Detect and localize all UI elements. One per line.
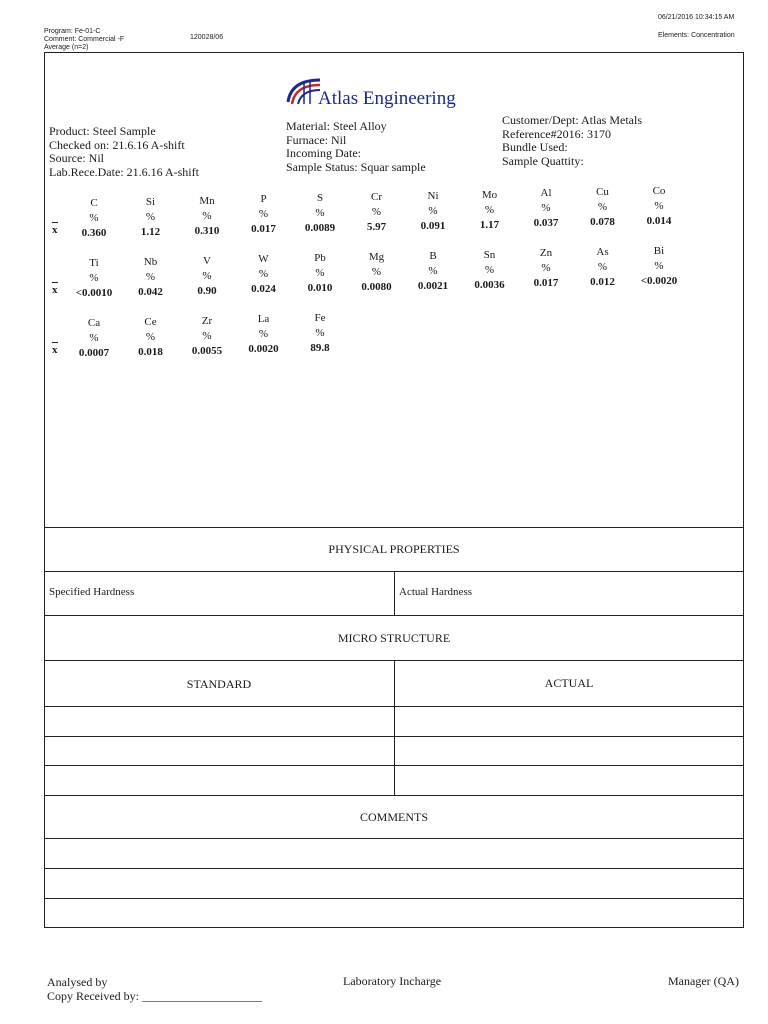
- element-unit: %: [541, 202, 551, 215]
- standard-heading: STANDARD: [186, 677, 252, 691]
- element-unit: %: [89, 212, 99, 224]
- element-symbol: Cu: [596, 186, 609, 199]
- info-mid: [286, 120, 426, 174]
- element-unit: %: [315, 327, 325, 340]
- element-unit: %: [428, 264, 438, 277]
- quantity-label: Sample Quattity:: [502, 153, 584, 168]
- element-symbol: Ti: [89, 257, 99, 269]
- element-symbol: Nb: [143, 255, 158, 268]
- mean-x-text: x: [52, 224, 58, 236]
- customer-label: Customer/Dept: Atlas Metals: [502, 113, 642, 127]
- manager-label: Manager (QA): [668, 974, 739, 988]
- element-unit: %: [428, 204, 438, 217]
- element-symbol: As: [596, 246, 609, 259]
- divider: [44, 795, 744, 796]
- overline: [52, 282, 58, 283]
- element-cell: [522, 186, 570, 231]
- element-unit: %: [258, 268, 269, 281]
- element-cell: [240, 252, 288, 297]
- element-value: 0.014: [646, 215, 672, 227]
- overline: [52, 222, 58, 223]
- element-value: 0.0055: [191, 344, 223, 357]
- element-value: 0.018: [138, 345, 163, 358]
- element-cell: [127, 255, 175, 300]
- element-unit: %: [315, 207, 325, 220]
- element-value: 0.091: [420, 219, 446, 232]
- element-value: 0.90: [197, 284, 217, 297]
- element-cell: [296, 251, 344, 296]
- element-value: 1.17: [479, 218, 500, 231]
- material-label: Material: Steel Alloy: [286, 119, 387, 133]
- element-symbol: Sn: [483, 248, 496, 261]
- code-label: 120028/06: [190, 34, 224, 41]
- element-value: 1.12: [140, 225, 161, 238]
- actual-hardness-label: Actual Hardness: [399, 586, 473, 598]
- average-label: Average (n=2): [44, 44, 89, 51]
- element-symbol: Co: [652, 185, 666, 197]
- element-unit: %: [145, 210, 156, 223]
- element-value: 0.0007: [78, 347, 110, 359]
- element-cell: [635, 184, 683, 229]
- element-value: 0.0089: [304, 222, 336, 235]
- physical-properties-heading: PHYSICAL PROPERTIES: [328, 542, 460, 556]
- element-value: 0.037: [533, 217, 559, 230]
- element-cell: [466, 248, 514, 293]
- mean-x-text: x: [52, 344, 58, 356]
- element-unit: %: [371, 266, 382, 278]
- element-cell: [409, 189, 457, 234]
- element-unit: %: [202, 269, 212, 282]
- element-symbol: C: [90, 197, 98, 209]
- element-unit: %: [202, 329, 212, 342]
- element-value: 0.017: [251, 223, 276, 236]
- element-unit: %: [258, 328, 269, 341]
- mean-x-text: x: [52, 284, 58, 296]
- element-value: 0.310: [194, 224, 220, 237]
- element-symbol: W: [258, 253, 269, 266]
- element-symbol: Cr: [371, 191, 382, 203]
- element-cell: [353, 250, 401, 295]
- element-cell: [466, 188, 514, 233]
- element-unit: %: [89, 332, 99, 344]
- element-unit: %: [145, 270, 156, 283]
- element-symbol: La: [257, 313, 270, 326]
- element-unit: %: [315, 267, 325, 280]
- element-symbol: Fe: [314, 312, 326, 325]
- element-symbol: Ca: [87, 317, 101, 329]
- element-symbol: Mo: [481, 188, 498, 201]
- element-unit: %: [597, 201, 608, 214]
- copy-received-by-label: Copy Received by: ____________________: [47, 989, 262, 1003]
- info-right: [502, 114, 642, 168]
- element-symbol: Pb: [314, 252, 326, 265]
- specified-hardness-label: Specified Hardness: [49, 586, 135, 598]
- element-unit: %: [654, 260, 664, 272]
- element-cell: [353, 190, 401, 235]
- divider: [44, 898, 744, 899]
- element-unit: %: [597, 261, 608, 274]
- lab-incharge-label: Laboratory Incharge: [343, 974, 442, 988]
- mean-x-label: [52, 342, 58, 356]
- element-cell: [127, 315, 175, 360]
- element-cell: [127, 195, 175, 240]
- element-unit: %: [484, 203, 495, 216]
- element-symbol: Mn: [199, 194, 215, 207]
- bundle-label: Bundle Used:: [502, 140, 568, 154]
- element-cell: [579, 185, 627, 230]
- element-value: 0.360: [81, 227, 107, 239]
- element-unit: %: [484, 263, 495, 276]
- element-cell: [579, 245, 627, 290]
- element-symbol: Zr: [201, 314, 213, 327]
- element-value: 5.97: [366, 221, 387, 233]
- company-name: Atlas Engineering: [318, 88, 456, 109]
- mean-x-label: [52, 282, 58, 296]
- comments-heading: COMMENTS: [359, 810, 428, 824]
- element-unit: %: [145, 330, 156, 343]
- element-symbol: B: [429, 249, 437, 262]
- sample-status-label: Sample Status: Squar sample: [286, 159, 426, 174]
- element-symbol: Si: [145, 195, 156, 208]
- program-label: Program: Fe-01-C: [44, 28, 101, 35]
- elements-mode-label: Elements: Concentration: [658, 32, 735, 39]
- furnace-label: Furnace: Nil: [286, 132, 347, 147]
- micro-structure-heading: MICRO STRUCTURE: [337, 631, 451, 645]
- divider: [44, 838, 744, 839]
- element-cell: [240, 192, 288, 237]
- divider: [44, 527, 744, 528]
- element-symbol: Al: [540, 187, 552, 200]
- element-symbol: Mg: [368, 251, 385, 263]
- mean-x-label: [52, 222, 58, 236]
- element-value: 89.8: [310, 342, 330, 355]
- element-value: 0.078: [590, 216, 615, 229]
- element-value: 0.012: [590, 276, 615, 289]
- element-unit: %: [371, 206, 382, 218]
- comment-label: Comment: Commercial -F: [44, 36, 125, 43]
- element-cell: [70, 316, 118, 361]
- element-value: 0.042: [138, 285, 163, 298]
- element-cell: [183, 314, 231, 359]
- element-cell: [522, 246, 570, 291]
- element-value: <0.0010: [75, 287, 113, 299]
- element-symbol: V: [203, 254, 211, 267]
- element-symbol: Ni: [427, 189, 439, 202]
- element-value: 0.024: [251, 283, 276, 296]
- element-unit: %: [258, 208, 269, 221]
- reference-label: Reference#2016: 3170: [502, 126, 611, 141]
- element-symbol: Zn: [539, 247, 553, 260]
- product-label: Product: Steel Sample: [49, 124, 156, 138]
- element-cell: [183, 254, 231, 299]
- element-value: 0.0036: [474, 278, 505, 291]
- element-value: 0.0021: [417, 279, 449, 292]
- element-cell: [240, 312, 288, 357]
- element-value: 0.017: [533, 277, 559, 290]
- divider: [44, 868, 744, 869]
- info-left: [49, 125, 199, 179]
- divider: [394, 571, 395, 615]
- overline: [52, 342, 58, 343]
- element-unit: %: [654, 200, 664, 212]
- analysed-by-label: Analysed by: [47, 975, 108, 989]
- element-symbol: P: [260, 193, 267, 206]
- timestamp: 06/21/2016 10:34:15 AM: [658, 14, 735, 21]
- divider: [44, 615, 744, 616]
- incoming-date-label: Incoming Date:: [286, 146, 361, 160]
- element-symbol: Bi: [653, 245, 665, 257]
- element-cell: [296, 191, 344, 236]
- element-value: <0.0020: [640, 275, 678, 287]
- element-unit: %: [89, 272, 99, 284]
- element-cell: [409, 249, 457, 294]
- element-value: 0.0020: [248, 343, 279, 356]
- source-label: Source: Nil: [49, 151, 104, 165]
- element-unit: %: [541, 262, 551, 275]
- element-cell: [70, 196, 118, 241]
- actual-heading: ACTUAL: [544, 676, 594, 690]
- element-symbol: S: [316, 192, 324, 205]
- element-cell: [70, 256, 118, 301]
- lab-rece-date-label: Lab.Rece.Date: 21.6.16 A-shift: [49, 164, 199, 179]
- element-cell: [635, 244, 683, 289]
- checked-on-label: Checked on: 21.6.16 A-shift: [49, 137, 185, 152]
- element-value: 0.0080: [361, 281, 392, 293]
- element-cell: [183, 194, 231, 239]
- element-value: 0.010: [307, 282, 333, 295]
- element-symbol: Ce: [144, 315, 157, 328]
- element-unit: %: [202, 209, 212, 222]
- element-cell: [296, 311, 344, 356]
